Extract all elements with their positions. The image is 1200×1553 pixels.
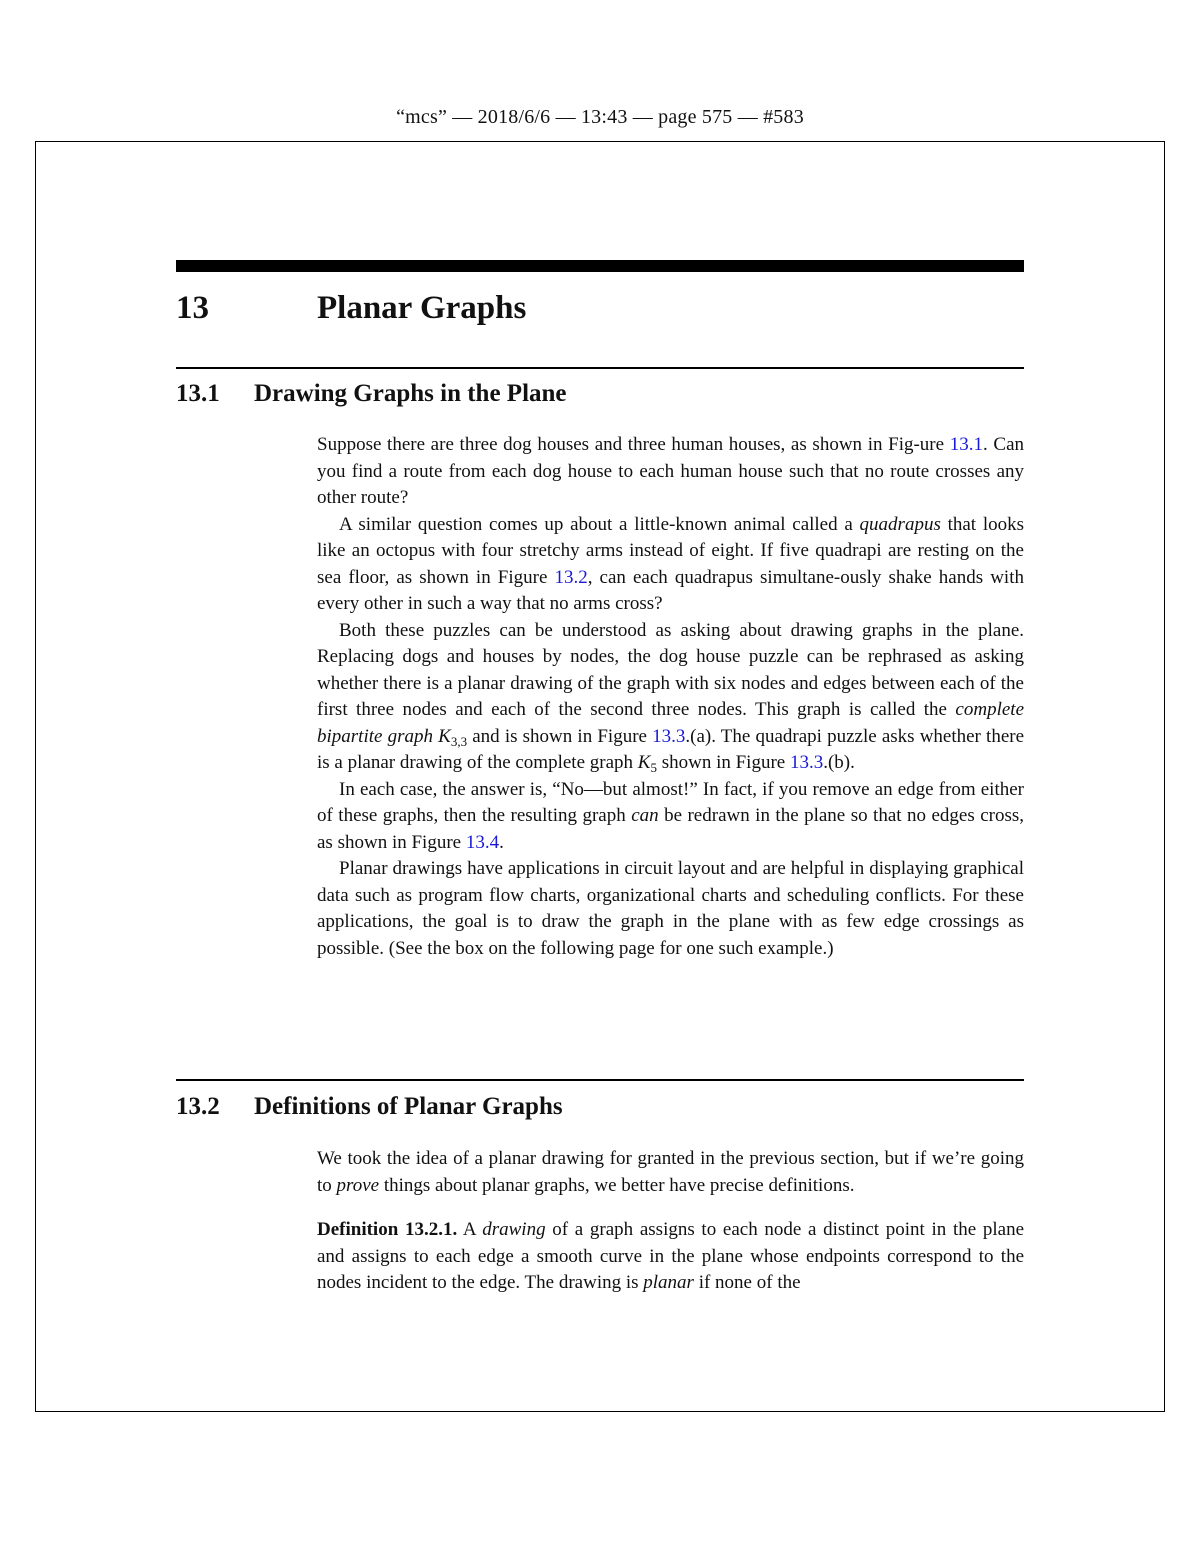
figure-ref-link[interactable]: 13.3 [652,725,686,747]
running-header: “mcs” — 2018/6/6 — 13:43 — page 575 — #583 [396,106,804,128]
figure-ref-link[interactable]: 13.4 [465,831,500,853]
chapter-number: 13 [176,290,209,326]
section-number: 13.2 [176,1093,220,1120]
section-body [317,1146,1024,1199]
definition: Definition 13.2.1. A drawing of a graph assigns to each node a distinct point in the plane and assigns to each edge a smooth curve in the plane whose endpoints correspond to the nodes incident to the edge. The drawing is planar if none of the [317,1219,1024,1293]
emphasis: complete bipartite graph [317,699,1024,747]
section-heading [176,378,1024,412]
section-title: Definitions of Planar Graphs [254,1093,563,1120]
math-k33: $K_{3,3}$ [438,725,468,749]
chapter-title: Planar Graphs [317,290,527,326]
section-body [317,432,1024,962]
emphasis: quadrapus [859,513,941,535]
paragraph: We took the idea of a planar drawing for granted in the previous section, but if we’re going to prove things about planar graphs, we better have precise definitions. [317,1148,1024,1196]
chapter-rule [176,260,1024,272]
definition-block [317,1217,1024,1297]
math-k5: $K_5$ [637,752,657,775]
emphasis: prove [336,1174,380,1196]
section-rule [176,1079,1024,1081]
section-number: 13.1 [176,380,220,407]
emphasis: can [631,805,659,826]
section-heading [176,1091,1024,1125]
figure-ref-link[interactable]: 13.2 [554,566,588,588]
paragraph: Suppose there are three dog houses and three human houses, as shown in Fig-ure 13.1. Can you find a route from each dog house to each human house such that no route crosses any other route? [317,434,1024,508]
section-rule [176,367,1024,369]
emphasis: planar [643,1272,694,1293]
paragraph: Planar drawings have applications in circuit layout and are helpful in displaying graphical data such as program flow charts, organizational charts and scheduling conflicts. For these applications, the goal is to draw the graph in the plane with as few edge crossings as possible. (See the box on the following page for one such example.) [317,858,1024,959]
emphasis: drawing [482,1219,546,1240]
paragraph: A similar question comes up about a little-known animal called a quadrapus that looks like an octopus with four stretchy arms instead of eight. If five quadrapi are resting on the sea floor, as shown in Figure 13.2, can each quadrapus simultane-ously shake hands with every other in such a way that no arms cross? [317,513,1024,614]
definition-label: Definition 13.2.1. [317,1219,458,1240]
paragraph: Both these puzzles can be understood as asking about drawing graphs in the plane. Replacing dogs and houses by nodes, the dog house puzzle can be rephrased as asking whether there is a planar drawing of the graph with six nodes and edges between each of the first three nodes and each of the second three nodes. This graph is called the complete bipartite graph $K_{3,3}$ and is shown in Figure 13.3.(a). The quadrapi puzzle asks whether there is a planar drawing of the complete graph $K_5$ shown in Figure 13.3.(b). [317,619,1025,775]
paragraph: In each case, the answer is, “No—but almost!” In fact, if you remove an edge from either of these graphs, then the resulting graph can be redrawn in the plane so that no edges cross, as shown in Figure 13.4. [317,778,1024,853]
section-title: Drawing Graphs in the Plane [254,380,567,407]
figure-ref-link[interactable]: 13.1 [949,434,983,455]
figure-ref-link[interactable]: 13.3 [789,752,824,773]
chapter-heading [176,288,1024,332]
